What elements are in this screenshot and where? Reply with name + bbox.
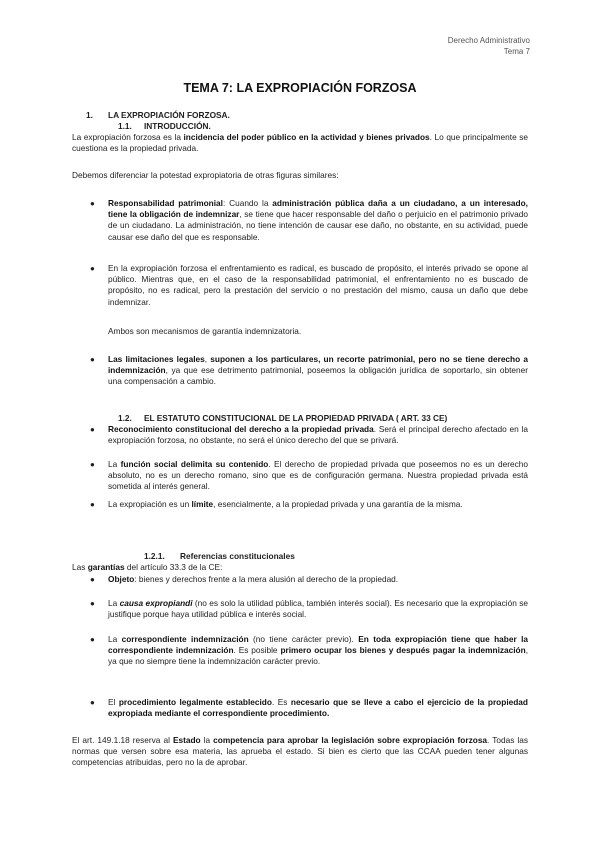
section-1-2-1-title: Referencias constitucionales — [180, 551, 295, 561]
header-subject: Derecho Administrativo — [447, 36, 530, 45]
list-item-objeto: Objeto: bienes y derechos frente a la mera alusión al derecho de la propiedad. — [108, 574, 399, 584]
section-1-title: LA EXPROPIACIÓN FORZOSA. — [108, 110, 230, 120]
section-1-2-number: 1.2. — [118, 413, 132, 423]
section-1-2-1-number: 1.2.1. — [144, 551, 165, 561]
page-header — [448, 35, 530, 57]
section-1-number: 1. — [86, 110, 93, 120]
page-title: TEMA 7: LA EXPROPIACIÓN FORZOSA — [183, 81, 417, 95]
list-item-reconocimiento: Reconocimiento constitucional del derecho a la propiedad privada. Será el principal derecho afectado en la expropiación forzosa, no obstante, no será el único derecho del que se privará. — [108, 424, 528, 446]
list-item-indemnizacion: La correspondiente indemnización (no tiene carácter previo). En toda expropiación tiene que haber la correspondiente indemnización. Es posible primero ocupar los bienes y después pagar la indemnización, ya que no siempre tiene la indemnización carácter previo. — [108, 634, 529, 667]
list-item-enfrentamiento: En la expropiación forzosa el enfrentamiento es radical, es buscado de propósito, el interés privado se opone al público. Mientras que, en el caso de la responsabilidad patrimonial, el enfrentamiento no es buscado de propósito, no es radical, pero la prestación del servicio o no prestación del mismo, causa un daño que debe indemnizar. — [108, 263, 528, 307]
bullet-icon: ● — [90, 698, 95, 707]
list-item-limitaciones: Las limitaciones legales, suponen a los particulares, un recorte patrimonial, pero no se tiene derecho a indemnización, ya que ese detrimento patrimonial, poseemos la obligación jurídica de soportarlo, sin obtener una compensación a cambio. — [108, 354, 528, 387]
bullet-icon: ● — [90, 199, 95, 208]
list-item-limite: La expropiación es un límite, esencialmente, a la propiedad privada y una garantía de la misma. — [108, 499, 463, 509]
bullet-icon: ● — [90, 635, 95, 644]
bullet-icon: ● — [90, 264, 95, 273]
garantias-intro: Las garantías del artículo 33.3 de la CE: — [72, 562, 223, 572]
bullet-icon: ● — [90, 425, 95, 434]
bullet-icon: ● — [90, 500, 95, 509]
header-topic: Tema 7 — [503, 47, 530, 56]
intro-paragraph: La expropiación forzosa es la incidencia del poder público en la actividad y bienes privados. Lo que principalmente se cuestiona es la propiedad privada. — [72, 132, 528, 154]
list-item-responsabilidad: Responsabilidad patrimonial: Cuando la administración pública daña a un ciudadano, a un interesado, tiene la obligación de indemnizar, se tiene que hacer responsable del daño o perjuicio en el patrimonio privado de un ciudadano. La administración, no tiene intención de causar ese daño, no obstante, en su actividad, puede causar ese daño del que es responsable. — [108, 198, 528, 242]
competencia-paragraph: El art. 149.1.18 reserva al Estado la competencia para aprobar la legislación sobre expropiación forzosa. Todas las normas que versen sobre esa materia, las aprueba el estado. Si bien es cierto que las CCAA pueden tener algunas competencias atribuidas, pero no la de aprobar. — [72, 735, 529, 768]
section-1-1-number: 1.1. — [118, 121, 132, 131]
differentiate-paragraph: Debemos diferenciar la potestad expropiatoria de otras figuras similares: — [72, 170, 339, 180]
bullet-icon: ● — [90, 460, 95, 469]
list-item-funcion-social: La función social delimita su contenido. El derecho de propiedad privada que poseemos no es un derecho absoluto, no es un derecho romano, sino que es de configuración germana. Nuestra propiedad privada está sometida al interés general. — [108, 459, 528, 492]
section-1-1-title: INTRODUCCIÓN. — [144, 121, 211, 131]
list-item-procedimiento: El procedimiento legalmente establecido. Es necesario que se lleve a cabo el ejercicio de la propiedad expropiada mediante el correspondiente procedimiento. — [108, 697, 528, 719]
section-1-2-title: EL ESTATUTO CONSTITUCIONAL DE LA PROPIEDAD PRIVADA ( ART. 33 CE) — [144, 413, 448, 423]
list-item-causa-expropiandi: La causa expropiandi (no es solo la utilidad pública, también interés social). Es necesario que la expropiación se justifique porque haya utilidad pública e interés social. — [108, 598, 528, 620]
bullet-icon: ● — [90, 575, 95, 584]
bullet-icon: ● — [90, 355, 95, 364]
mechanisms-note: Ambos son mecanismos de garantía indemnizatoria. — [108, 326, 302, 336]
bullet-icon: ● — [90, 599, 95, 608]
